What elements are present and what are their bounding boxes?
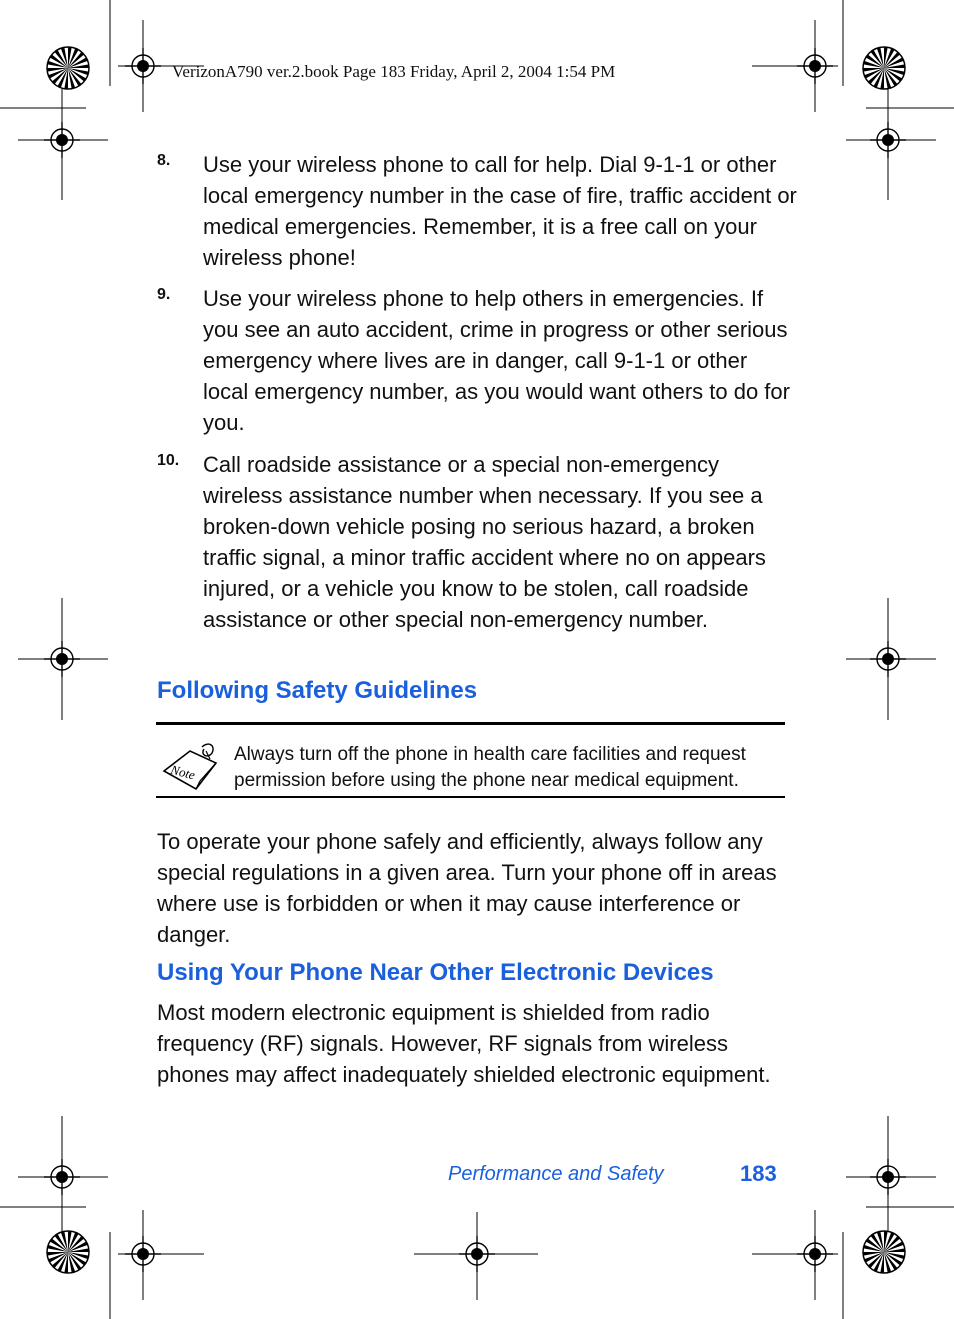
- list-text: Call roadside assistance or a special non-emergency wireless assistance number when necessary. If you see a broken-down vehicle posing no serious hazard, a broken traffic signal, a minor traffic accident where no on appears injured, or a vehicle you know to be stolen, call roadside assistance or other special non-emergency number.: [203, 452, 766, 632]
- list-number: 9.: [157, 286, 171, 303]
- body-paragraph: To operate your phone safely and efficiently, always follow any special regulations in a given area. Turn your phone off in areas where use is forbidden or when it may cause interference or danger.: [157, 829, 777, 947]
- starburst-mark: [47, 1231, 89, 1273]
- crosshair-mark: [797, 1236, 833, 1272]
- list-item: [157, 449, 797, 635]
- body-paragraph: Most modern electronic equipment is shielded from radio frequency (RF) signals. However, RF signals from wireless phones may affect inadequately shielded electronic equipment.: [157, 1000, 771, 1087]
- note-icon-label: Note: [169, 761, 197, 783]
- note-icon: [160, 737, 222, 795]
- crosshair-mark: [797, 48, 833, 84]
- note-line: Always turn off the phone in health care facilities and request: [234, 744, 746, 765]
- list-item: [157, 149, 797, 273]
- crosshair-mark: [870, 122, 906, 158]
- section-heading: Using Your Phone Near Other Electronic Devices: [157, 959, 714, 986]
- list-item: [157, 283, 797, 438]
- starburst-mark: [47, 47, 89, 89]
- crosshair-mark: [125, 1236, 161, 1272]
- footer-section-title: Performance and Safety: [448, 1163, 664, 1185]
- list-text: Use your wireless phone to help others in emergencies. If you see an auto accident, crime in progress or other serious emergency where lives are in danger, call 9-1-1 or other local emergency number, as you would want others to do for you.: [203, 286, 790, 435]
- section-heading: Following Safety Guidelines: [157, 677, 478, 704]
- crosshair-mark: [44, 641, 80, 677]
- crosshair-mark: [459, 1236, 495, 1272]
- note-text: [234, 742, 794, 794]
- starburst-mark: [863, 47, 905, 89]
- crosshair-mark: [125, 48, 161, 84]
- crosshair-mark: [870, 641, 906, 677]
- starburst-mark: [863, 1231, 905, 1273]
- crosshair-mark: [870, 1159, 906, 1195]
- print-slug: VerizonA790 ver.2.book Page 183 Friday, April 2, 2004 1:54 PM: [172, 62, 616, 81]
- note-line: permission before using the phone near medical equipment.: [234, 770, 739, 791]
- page-number: 183: [740, 1161, 777, 1186]
- crosshair-mark: [44, 122, 80, 158]
- note-bottom-rule: [156, 796, 785, 798]
- list-number: 10.: [157, 452, 180, 469]
- list-number: 8.: [157, 152, 171, 169]
- note-top-rule: [156, 722, 785, 725]
- list-text: Use your wireless phone to call for help. Dial 9-1-1 or other local emergency number in the case of fire, traffic accident or medical emergencies. Remember, it is a free call on your wireless phone!: [203, 152, 797, 270]
- crosshair-mark: [44, 1159, 80, 1195]
